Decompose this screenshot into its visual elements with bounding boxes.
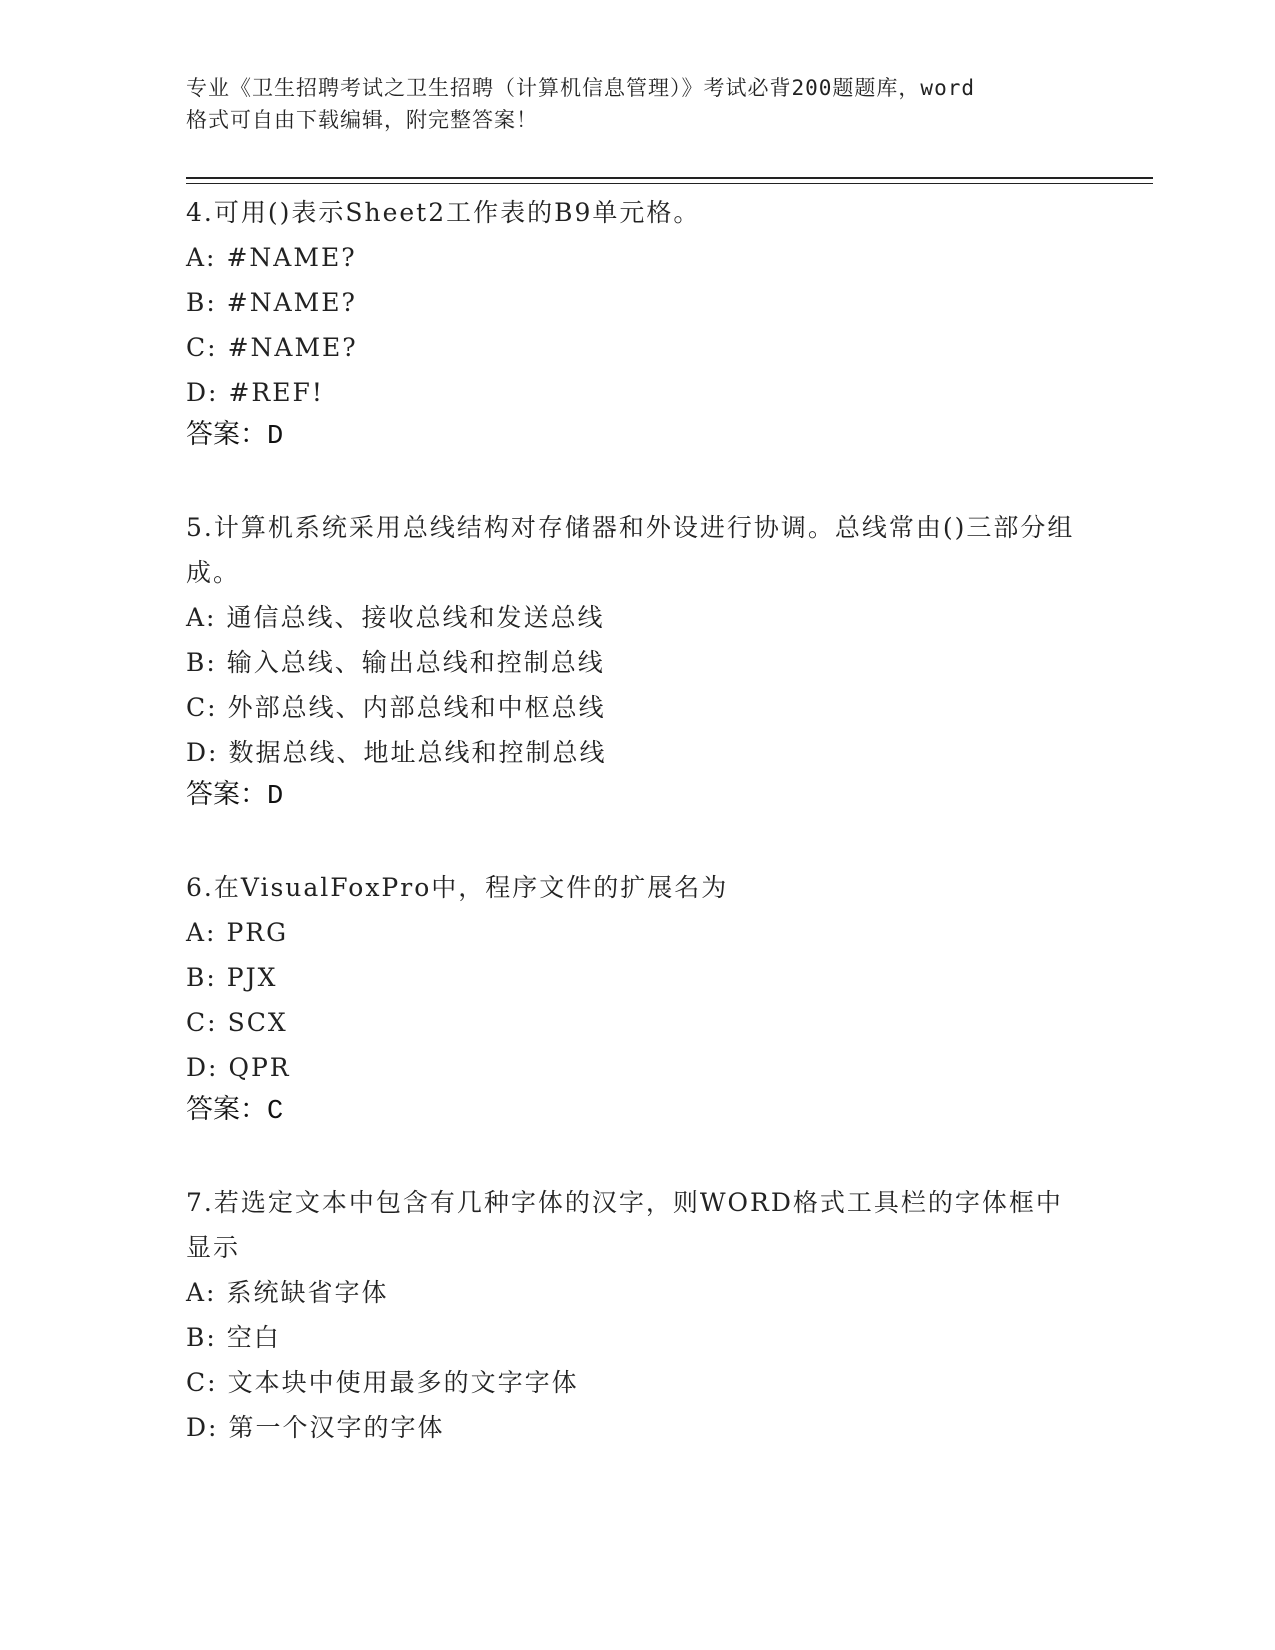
option-a (186, 595, 1086, 640)
option-letter: A: (186, 603, 217, 632)
question-text: 6.在VisualFoxPro中，程序文件的扩展名为 (186, 873, 729, 902)
option-value: #NAME? (226, 288, 357, 317)
question-6 (186, 865, 1086, 1135)
option-letter: A: (186, 243, 217, 272)
option-value: PJX (226, 963, 278, 992)
option-value: QPR (228, 1053, 291, 1082)
option-letter: B: (186, 963, 217, 992)
option-value: 数据总线、地址总线和控制总线 (228, 738, 607, 767)
option-value: 通信总线、接收总线和发送总线 (226, 603, 605, 632)
option-c (186, 325, 1086, 370)
question-text: 5.计算机系统采用总线结构对存储器和外设进行协调。总线常由()三部分组成。 (186, 513, 1075, 587)
option-d (186, 1405, 1086, 1450)
option-letter: A: (186, 918, 217, 947)
option-letter: D: (186, 1413, 219, 1442)
option-value: #NAME? (227, 333, 358, 362)
option-letter: D: (186, 378, 219, 407)
question-text: 7.若选定文本中包含有几种字体的汉字，则WORD格式工具栏的字体框中显示 (186, 1188, 1063, 1262)
option-b (186, 640, 1086, 685)
option-letter: C: (186, 693, 218, 722)
question-text: 4.可用()表示Sheet2工作表的B9单元格。 (186, 198, 701, 227)
option-b (186, 280, 1086, 325)
option-value: 系统缺省字体 (226, 1278, 389, 1307)
option-value: 外部总线、内部总线和中枢总线 (227, 693, 606, 722)
option-letter: B: (186, 1323, 217, 1352)
option-value: 文本块中使用最多的文字字体 (227, 1368, 579, 1397)
option-b (186, 955, 1086, 1000)
option-letter: D: (186, 738, 219, 767)
header-divider-thick (186, 177, 1153, 179)
option-d (186, 730, 1086, 775)
header-divider-thin (186, 183, 1153, 184)
option-letter: D: (186, 1053, 219, 1082)
option-c (186, 1360, 1086, 1405)
option-d (186, 370, 1086, 415)
answer-line: 答案：D (186, 782, 284, 812)
option-b (186, 1315, 1086, 1360)
option-value: 输入总线、输出总线和控制总线 (226, 648, 605, 677)
option-a (186, 1270, 1086, 1315)
option-letter: C: (186, 1008, 218, 1037)
document-header (186, 72, 1086, 136)
option-a (186, 910, 1086, 955)
option-c (186, 1000, 1086, 1045)
option-letter: A: (186, 1278, 217, 1307)
question-5 (186, 505, 1086, 820)
answer-line: 答案：D (186, 422, 284, 452)
option-letter: C: (186, 333, 218, 362)
question-7 (186, 1180, 1086, 1450)
question-list (186, 190, 1086, 1495)
option-value: #REF! (228, 378, 324, 407)
header-line-2: 格式可自由下载编辑，附完整答案！ (186, 108, 538, 132)
option-value: #NAME? (226, 243, 357, 272)
option-value: PRG (226, 918, 289, 947)
option-letter: B: (186, 648, 217, 677)
option-value: 第一个汉字的字体 (228, 1413, 445, 1442)
option-d (186, 1045, 1086, 1090)
option-a (186, 235, 1086, 280)
option-value: 空白 (226, 1323, 281, 1352)
option-letter: B: (186, 288, 217, 317)
header-line-1: 专业《卫生招聘考试之卫生招聘（计算机信息管理）》考试必背200题题库，word (186, 76, 975, 100)
option-c (186, 685, 1086, 730)
option-value: SCX (227, 1008, 288, 1037)
option-letter: C: (186, 1368, 218, 1397)
question-4 (186, 190, 1086, 460)
answer-line: 答案：C (186, 1097, 284, 1127)
